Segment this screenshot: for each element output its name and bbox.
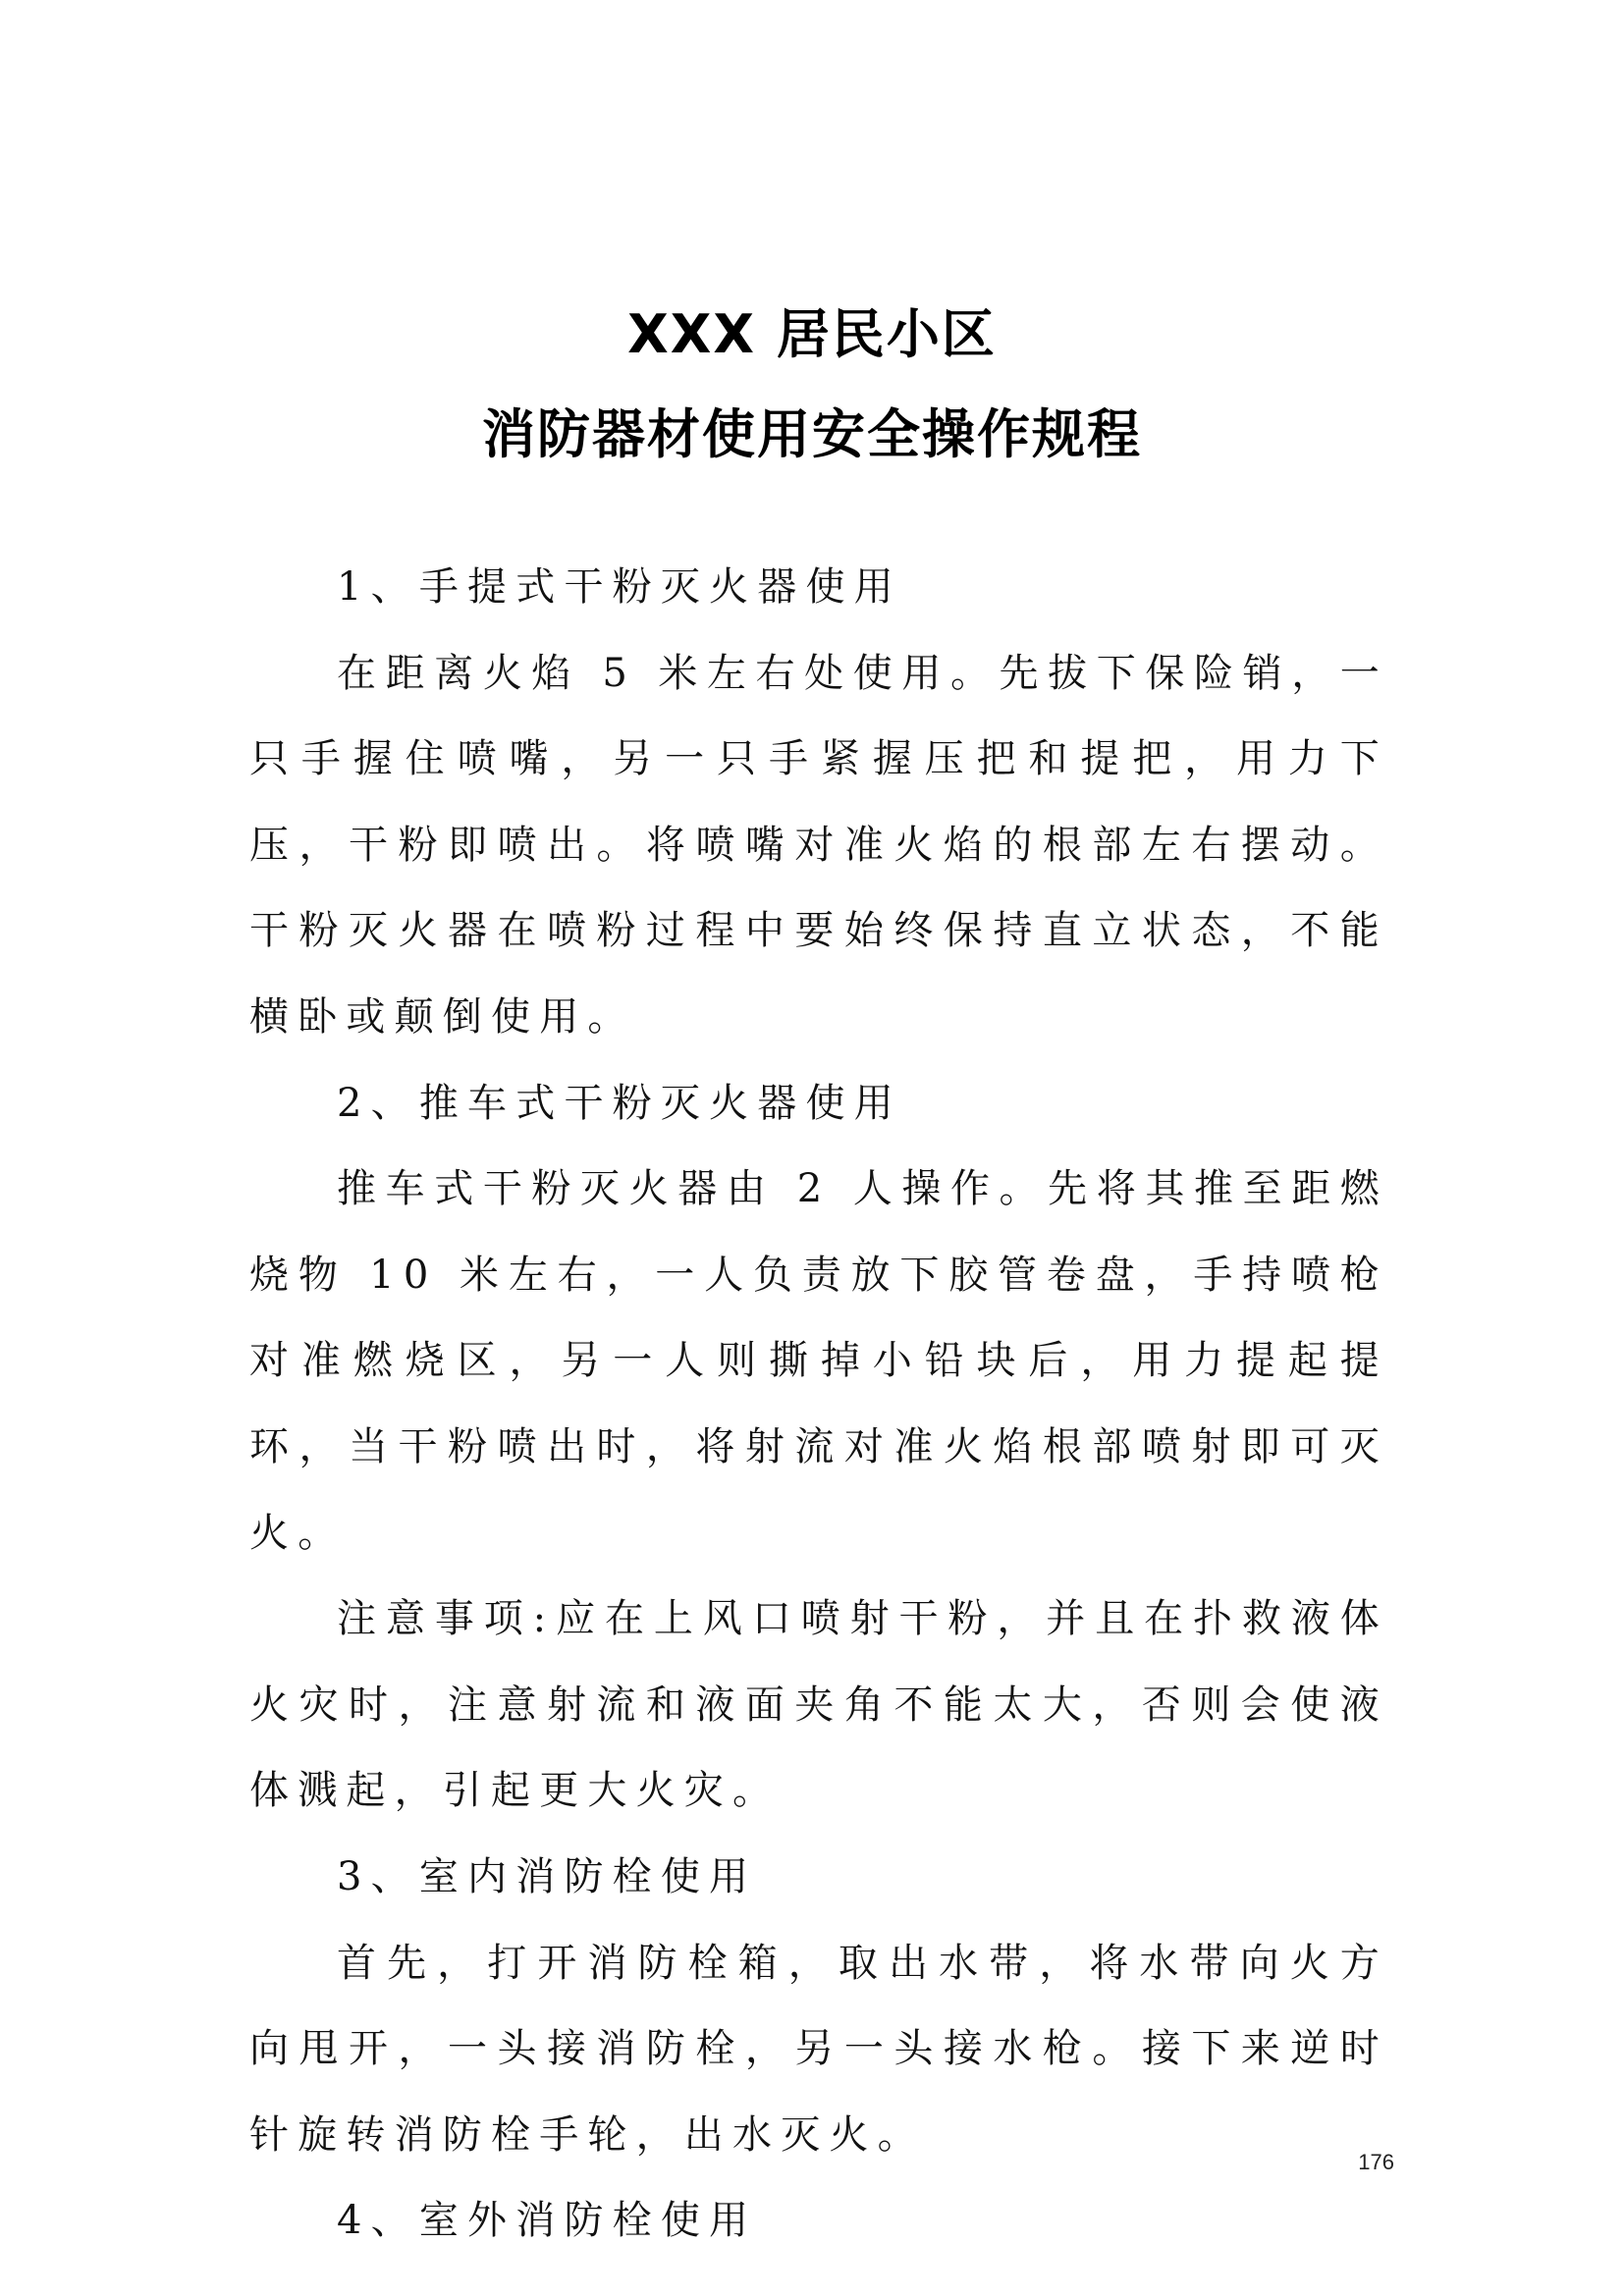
- section-heading-portable-extinguisher: 1、手提式干粉灭火器使用: [337, 564, 902, 610]
- title-line-community: XXX 居民小区: [627, 303, 997, 365]
- paragraph-wheeled-extinguisher-usage: 推车式干粉灭火器由 2 人操作。先将其推至距燃烧物 10 米左右，一人负责放下胶管卷盘，手持喷枪对准燃烧区，另一人则撕掉小铅块后，用力提起提环，当干粉喷出时，将射流对准火焰根部喷射即可灭火。: [249, 1166, 1388, 1556]
- document-body: [249, 545, 1388, 2265]
- title-line-regulation: 消防器材使用安全操作规程: [482, 403, 1142, 465]
- section-heading-outdoor-hydrant: 4、室外消防栓使用: [337, 2198, 758, 2244]
- paragraph-indoor-hydrant-usage: 首先，打开消防栓箱，取出水带，将水带向火方向甩开，一头接消防栓，另一头接水枪。接下来逆时针旋转消防栓手轮，出水灭火。: [249, 1940, 1388, 2158]
- paragraph-wheeled-extinguisher-notes: 注意事项:应在上风口喷射干粉，并且在扑救液体火灾时，注意射流和液面夹角不能太大，否则会使液体溅起，引起更大火灾。: [249, 1596, 1388, 1814]
- section-heading-indoor-hydrant: 3、室内消防栓使用: [337, 1853, 758, 1899]
- document-title: [0, 285, 1624, 485]
- section-heading-wheeled-extinguisher: 2、推车式干粉灭火器使用: [337, 1080, 902, 1126]
- paragraph-portable-extinguisher-usage: 在距离火焰 5 米左右处使用。先拔下保险销，一只手握住喷嘴，另一只手紧握压把和提把，用力下压，干粉即喷出。将喷嘴对准火焰的根部左右摆动。干粉灭火器在喷粉过程中要始终保持直立状态，不能横卧或颠倒使用。: [249, 650, 1388, 1040]
- page-number: 176: [1358, 2150, 1394, 2174]
